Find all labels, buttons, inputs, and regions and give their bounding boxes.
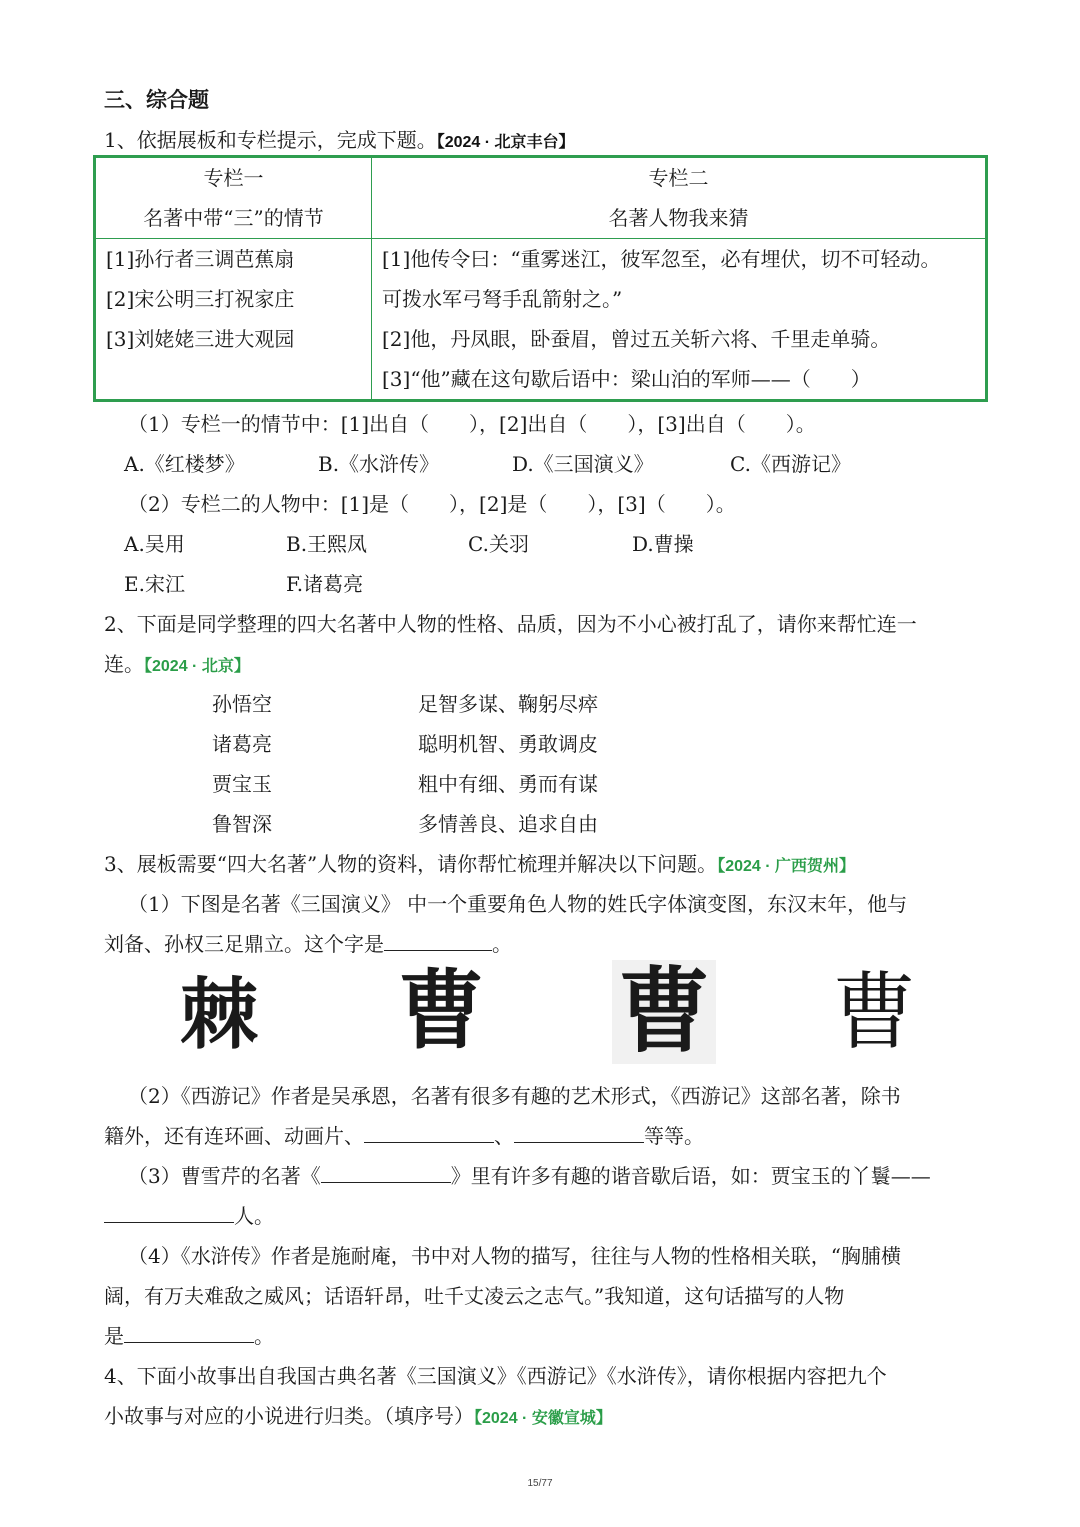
- page-number: 15/77: [527, 1478, 553, 1489]
- q3-sub1-text: 刘备、孙权三足鼎立。这个字是: [104, 932, 384, 956]
- col2-header: [372, 157, 987, 239]
- answer-blank[interactable]: [514, 1122, 644, 1143]
- q3-sub2-end: 等等。: [644, 1124, 704, 1148]
- q3-sub2-text: 籍外，还有连环画、动画片、: [104, 1124, 364, 1148]
- col2-title: 专栏二: [648, 166, 709, 190]
- answer-blank[interactable]: [104, 1202, 234, 1223]
- q3-sub2-sep: 、: [494, 1124, 514, 1148]
- q1-sub1-option: B.《水浒传》: [318, 452, 440, 476]
- seal-glyph: 棘: [180, 970, 259, 1060]
- col2-line: [1]他传令曰：“重雾迷江，彼军忽至，必有埋伏，切不可轻动。: [382, 247, 941, 271]
- col1-title: 专栏一: [203, 166, 264, 190]
- col2-line: 可拨水军弓弩手乱箭射之。”: [382, 287, 623, 311]
- q1-sub2-option: E.宋江: [124, 572, 185, 596]
- q1-stem: [104, 126, 575, 157]
- q2-source-tag: 【2024 · 北京】: [144, 658, 250, 675]
- q3-sub4-line1: （4）《水浒传》作者是施耐庵，书中对人物的描写，往往与人物的性格相关联，“胸脯横: [128, 1244, 901, 1268]
- q3-sub3-line1: [128, 1162, 931, 1190]
- q3-sub3-line2: [104, 1202, 274, 1230]
- answer-blank[interactable]: [384, 930, 492, 951]
- q1-sub1-option: A.《红楼梦》: [124, 452, 245, 476]
- col2-line: [2]他，丹凤眼，卧蚕眉，曾过五关斩六将、千里走单骑。: [382, 327, 891, 351]
- answer-blank[interactable]: [364, 1122, 494, 1143]
- q3-sub1-line1: （1）下图是名著《三国演义》 中一个重要角色人物的姓氏字体演变图，东汉末年，他与: [128, 892, 908, 916]
- col2-subtitle: 名著人物我来猜: [608, 206, 749, 230]
- q1-sub1-option: C.《西游记》: [730, 452, 851, 476]
- q3-sub4-text: 是: [104, 1324, 124, 1348]
- col2-line: [3]“他”藏在这句歇后语中：梁山泊的军师——（ ）: [382, 367, 871, 391]
- q3-sub1-end: 。: [492, 932, 512, 956]
- answer-blank[interactable]: [124, 1322, 254, 1343]
- q3-sub4-end: 。: [254, 1324, 274, 1348]
- q1-sub1-option: D.《三国演义》: [512, 452, 654, 476]
- col1-item: [2]宋公明三打祝家庄: [106, 287, 295, 311]
- q4-stem-text: 小故事与对应的小说进行归类。（填序号）: [104, 1404, 474, 1428]
- q1-sub2-option: C.关羽: [468, 532, 529, 556]
- section-title: 三、综合题: [104, 88, 209, 112]
- q4-stem-line1: 4、下面小故事出自我国古典名著《三国演义》《西游记》《水浒传》，请你根据内容把九个: [104, 1364, 887, 1388]
- q2-name-item: 贾宝玉: [212, 772, 272, 796]
- q1-board-table: [93, 155, 988, 402]
- q3-sub2-line1: （2）《西游记》作者是吴承恩，名著有很多有趣的艺术形式，《西游记》这部名著，除书: [128, 1084, 901, 1108]
- q3-sub3-end: 人。: [234, 1204, 274, 1228]
- q3-sub1-line2: [104, 930, 512, 958]
- q4-source-tag: 【2024 · 安徽宣城】: [474, 1410, 612, 1427]
- q1-source-tag: 【2024 · 北京丰台】: [436, 134, 575, 151]
- q2-stem-line1: 2、下面是同学整理的四大名著中人物的性格、品质，因为不小心被打乱了，请你来帮忙连一: [104, 612, 917, 636]
- q2-stem-line2: [104, 650, 250, 681]
- q2-name-item: 诸葛亮: [212, 732, 272, 756]
- col1-subtitle: 名著中带“三”的情节: [143, 206, 324, 230]
- q3-sub4-line3: [104, 1322, 274, 1350]
- q1-sub2-option: F.诸葛亮: [286, 572, 364, 596]
- q1-stem-text: 1、依据展板和专栏提示，完成下题。: [104, 128, 437, 152]
- q3-stem: [104, 850, 855, 881]
- q3-sub3-text-b: 》里有许多有趣的谐音歇后语，如：贾宝玉的丫鬟——: [450, 1164, 931, 1188]
- q1-sub1: （1）专栏一的情节中：[1]出自（ ），[2]出自（ ），[3]出自（ ）。: [128, 412, 816, 436]
- seal-glyph: 曹: [832, 963, 917, 1061]
- q1-sub2-option: A.吴用: [124, 532, 185, 556]
- q2-trait-item: 足智多谋、鞠躬尽瘁: [418, 692, 598, 716]
- q2-trait-item: 聪明机智、勇敢调皮: [418, 732, 598, 756]
- q3-sub4-line2: 阔，有万夫难敌之威风；话语轩昂，吐千丈凌云之志气。”我知道，这句话描写的人物: [104, 1284, 845, 1308]
- col1-item: [1]孙行者三调芭蕉扇: [106, 247, 295, 271]
- seal-glyph: 曹: [398, 961, 484, 1061]
- col2-body: [372, 239, 987, 401]
- q1-sub2-option: B.王熙凤: [286, 532, 368, 556]
- q2-trait-item: 多情善良、追求自由: [418, 812, 598, 836]
- col1-item: [3]刘姥姥三进大观园: [106, 327, 295, 351]
- answer-blank[interactable]: [321, 1162, 451, 1183]
- q2-trait-item: 粗中有细、勇而有谋: [418, 772, 598, 796]
- seal-glyph: 曹: [618, 958, 711, 1065]
- col1-header: [95, 157, 372, 239]
- q1-sub2-option: D.曹操: [632, 532, 694, 556]
- q3-stem-text: 3、展板需要“四大名著”人物的资料，请你帮忙梳理并解决以下问题。: [104, 852, 718, 876]
- q2-stem-text: 连。: [104, 652, 144, 676]
- q4-stem-line2: [104, 1402, 612, 1433]
- q3-source-tag: 【2024 · 广西贺州】: [717, 858, 856, 875]
- col1-body: [95, 239, 372, 401]
- q1-sub2: （2）专栏二的人物中：[1]是（ ），[2]是（ ），[3]（ ）。: [128, 492, 736, 516]
- q2-name-item: 孙悟空: [212, 692, 272, 716]
- q3-sub3-text-a: （3）曹雪芹的名著《: [128, 1164, 321, 1188]
- q3-sub2-line2: [104, 1122, 704, 1150]
- q2-name-item: 鲁智深: [212, 812, 272, 836]
- glyph-evolution-figure: [0, 960, 1080, 1070]
